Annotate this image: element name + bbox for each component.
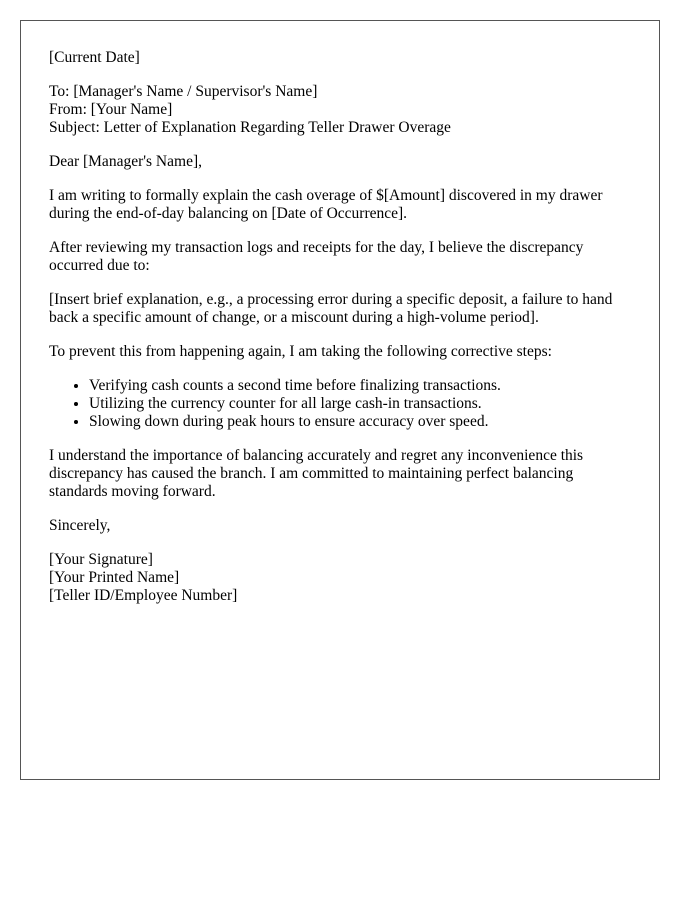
signature-line: [Your Signature] [49,551,153,568]
letter-date: [Current Date] [49,49,140,66]
subject-line: Subject: Letter of Explanation Regarding Teller Drawer Overage [49,119,451,136]
header-block [49,83,631,137]
letter-page [20,20,660,780]
list-item: • Slowing down during peak hours to ensure accuracy over speed. [89,413,631,431]
corrective-steps-list [49,377,631,431]
paragraph-review: After reviewing my transaction logs and receipts for the day, I believe the discrepancy occurred due to: [49,239,584,274]
date-block [49,49,631,67]
printed-name-line: [Your Printed Name] [49,569,180,586]
signature-block [49,551,631,605]
closing: Sincerely, [49,517,111,534]
salutation: Dear [Manager's Name], [49,153,202,170]
sender-line: From: [Your Name] [49,101,173,118]
recipient-line: To: [Manager's Name / Supervisor's Name] [49,83,318,100]
teller-id-line: [Teller ID/Employee Number] [49,587,238,604]
closing-paragraph: I understand the importance of balancing accurately and regret any inconvenience this discrepancy has caused the branch. I am committed to maintaining perfect balancing standards moving forward. [49,447,584,500]
paragraph-explanation: [Insert brief explanation, e.g., a processing error during a specific deposit, a failure to hand back a specific amount of change, or a miscount during a high-volume period]. [49,291,613,326]
paragraph-intro: I am writing to formally explain the cash overage of $[Amount] discovered in my drawer during the end-of-day balancing on [Date of Occurrence]. [49,187,603,222]
paragraph-corrective: To prevent this from happening again, I am taking the following corrective steps: [49,343,552,360]
list-item: • Utilizing the currency counter for all large cash-in transactions. [89,395,631,413]
list-item: • Verifying cash counts a second time before finalizing transactions. [89,377,631,395]
